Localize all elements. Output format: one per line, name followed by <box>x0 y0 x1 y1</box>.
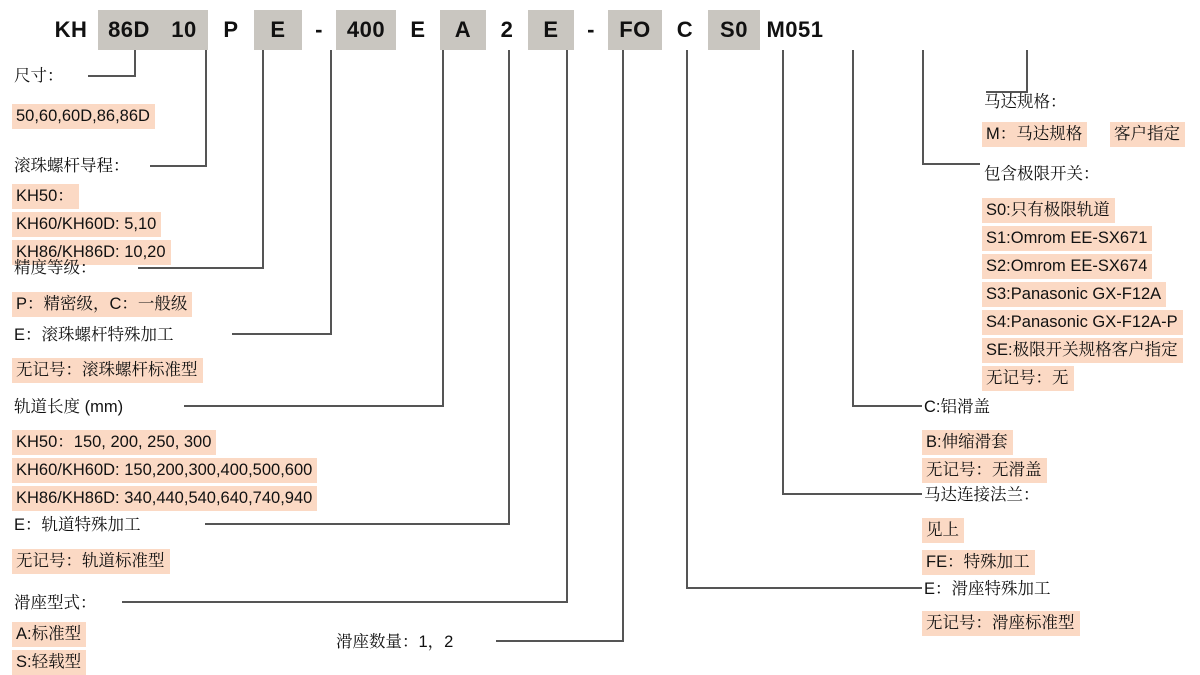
label-size-heading: 尺寸： <box>14 67 64 85</box>
label-carriage-special-heading: E：滑座特殊加工 <box>924 580 1051 598</box>
label-lead-value-3: KH86/KH86D: 10,20 <box>12 240 171 265</box>
leader-carriage-special-vertical <box>686 50 688 588</box>
label-rail-length-value-3: KH86/KH86D: 340,440,540,640,740,940 <box>12 486 317 511</box>
label-size-value-1: 50,60,60D,86,86D <box>12 104 155 129</box>
leader-rail-special-vertical <box>508 50 510 524</box>
label-grade-value-1: P：精密级，C：一般级 <box>12 292 192 317</box>
label-screw-special-value-1: 无记号：滚珠螺杆标准型 <box>12 358 203 383</box>
leader-motor-flange-horizontal <box>782 493 922 495</box>
code-segment-carriage-qty: 2 <box>486 10 528 50</box>
label-carriage-type-value-1: A:标准型 <box>12 622 86 647</box>
code-segment-cover: C <box>662 10 708 50</box>
label-cover-value-1: B:伸缩滑套 <box>922 430 1013 455</box>
leader-grade-vertical <box>262 50 264 268</box>
label-motor-spec-value-2: 客户指定 <box>1110 122 1185 147</box>
label-carriage-qty: 滑座数量：1，2 <box>336 633 454 651</box>
leader-limit-switch-vertical <box>922 50 924 164</box>
label-motor-flange-heading: 马达连接法兰： <box>924 486 1040 504</box>
label-carriage-type-heading: 滑座型式： <box>14 594 97 612</box>
leader-grade-horizontal <box>138 267 264 269</box>
model-code-row <box>44 10 830 50</box>
leader-cover-horizontal <box>852 405 922 407</box>
code-segment-limit-switch: S0 <box>708 10 760 50</box>
label-cover-heading: C:铝滑盖 <box>924 398 990 416</box>
label-lead-value-2: KH60/KH60D: 5,10 <box>12 212 161 237</box>
label-limit-switch-value-4: S3:Panasonic GX-F12A <box>982 282 1166 307</box>
leader-rail-length-horizontal <box>184 405 444 407</box>
leader-motor-spec-vertical <box>1026 50 1028 92</box>
label-limit-switch-value-2: S1:Omrom EE-SX671 <box>982 226 1152 251</box>
label-carriage-special-value-1: 无记号：滑座标准型 <box>922 611 1080 636</box>
code-segment-grade: P <box>208 10 254 50</box>
code-segment-kh: KH <box>44 10 98 50</box>
code-segment-screw-special: E <box>254 10 302 50</box>
label-limit-switch-heading: 包含极限开关： <box>984 165 1100 183</box>
label-limit-switch-value-6: SE:极限开关规格客户指定 <box>982 338 1183 363</box>
label-motor-spec-heading: 马达规格： <box>984 93 1067 111</box>
label-motor-spec-value-1: M：马达规格 <box>982 122 1087 147</box>
label-rail-special-heading: E：轨道特殊加工 <box>14 516 141 534</box>
leader-limit-switch-horizontal <box>922 163 980 165</box>
label-motor-flange-value-2: FE：特殊加工 <box>922 550 1035 575</box>
label-screw-special-heading: E：滚珠螺杆特殊加工 <box>14 326 174 344</box>
leader-carriage-special-horizontal <box>686 587 922 589</box>
leader-lead-vertical <box>205 50 207 166</box>
label-rail-length-value-2: KH60/KH60D: 150,200,300,400,500,600 <box>12 458 317 483</box>
code-segment-motor-spec: M051 <box>760 10 830 50</box>
leader-carriage-type-vertical <box>566 50 568 602</box>
label-carriage-type-value-2: S:轻载型 <box>12 650 86 675</box>
leader-lead-horizontal <box>150 165 207 167</box>
leader-cover-vertical <box>852 50 854 406</box>
label-limit-switch-value-3: S2:Omrom EE-SX674 <box>982 254 1152 279</box>
leader-rail-length-vertical <box>442 50 444 406</box>
label-lead-value-1: KH50： <box>12 184 79 209</box>
code-segment-motor-flange: FO <box>608 10 662 50</box>
label-limit-switch-value-5: S4:Panasonic GX-F12A-P <box>982 310 1183 335</box>
leader-screw-special-vertical <box>330 50 332 334</box>
leader-carriage-qty-horizontal <box>496 640 624 642</box>
code-segment-lead: 10 <box>160 10 208 50</box>
code-segment-dash-1: - <box>302 10 336 50</box>
code-segment-size: 86D <box>98 10 160 50</box>
code-segment-dash-2: - <box>574 10 608 50</box>
label-grade-heading: 精度等级： <box>14 259 97 277</box>
leader-size-vertical <box>134 50 136 76</box>
label-rail-length-value-1: KH50：150, 200, 250, 300 <box>12 430 216 455</box>
label-limit-switch-value-1: S0:只有极限轨道 <box>982 198 1115 223</box>
leader-carriage-qty-vertical <box>622 50 624 641</box>
label-limit-switch-value-7: 无记号：无 <box>982 366 1074 391</box>
code-segment-carriage-special: E <box>528 10 574 50</box>
code-segment-rail-special: E <box>396 10 440 50</box>
code-segment-rail-length: 400 <box>336 10 396 50</box>
label-rail-length-heading: 轨道长度 (mm) <box>14 398 124 416</box>
label-cover-value-2: 无记号：无滑盖 <box>922 458 1047 483</box>
label-lead-heading: 滚珠螺杆导程： <box>14 157 130 175</box>
leader-screw-special-horizontal <box>232 333 332 335</box>
code-segment-carriage-type: A <box>440 10 486 50</box>
label-motor-flange-value-1: 见上 <box>922 518 964 543</box>
leader-rail-special-horizontal <box>205 523 510 525</box>
leader-carriage-type-horizontal <box>122 601 568 603</box>
label-rail-special-value-1: 无记号：轨道标准型 <box>12 549 170 574</box>
leader-motor-flange-vertical <box>782 50 784 494</box>
leader-size-horizontal <box>88 75 136 77</box>
